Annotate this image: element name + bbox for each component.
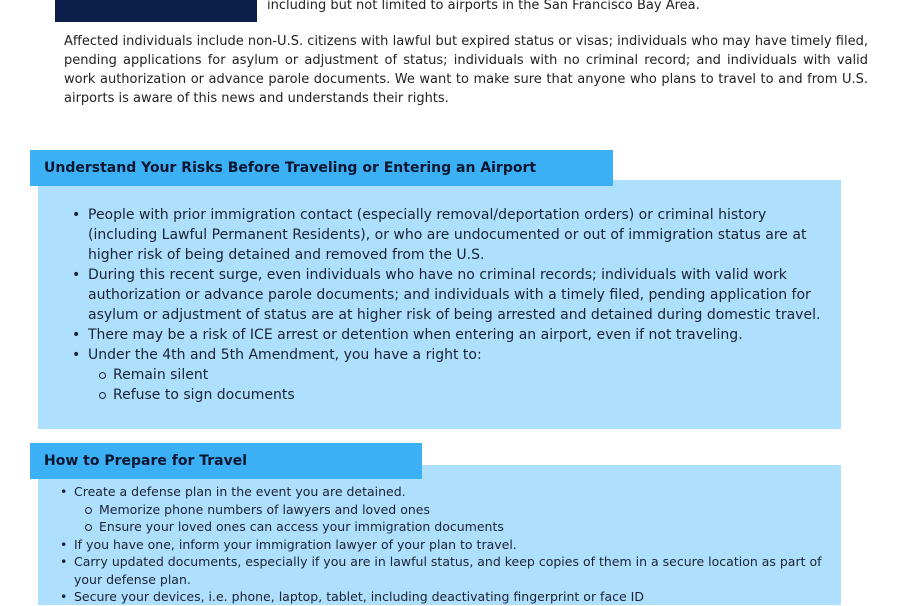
prepare-section-body: [38, 465, 841, 605]
risks-list: [66, 205, 833, 405]
intro-top-line: including but not limited to airports in the San Francisco Bay Area.: [267, 0, 700, 13]
list-item: [72, 345, 833, 405]
intro-paragraph: Affected individuals include non-U.S. citizens with lawful but expired status or visas; individuals who may have timely filed, pending applications for asylum or adjustment of status; individuals with no criminal record; and individuals with valid work authorization or advance parole documents. We want to make sure that anyone who plans to travel to and from U.S. airports is aware of this news and understands their rights.: [64, 34, 868, 106]
risks-section-body: [38, 180, 841, 429]
prepare-list: [60, 483, 833, 606]
sub-list-item: Refuse to sign documents: [98, 385, 833, 405]
list-item-text: Under the 4th and 5th Amendment, you have a right to:: [88, 347, 482, 363]
list-item: • People with prior immigration contact (especially removal/deportation orders) or criminal history (including Lawful Permanent Residents), or who are undocumented or out of immigration status are at higher risk of being detained and removed from the U.S.: [72, 205, 833, 265]
header-banner-block: [55, 0, 257, 22]
list-item: • Secure your devices, i.e. phone, laptop, tablet, including deactivating fingerprint or face ID: [60, 588, 833, 606]
list-item-text: Create a defense plan in the event you are detained.: [74, 484, 406, 499]
sub-list-item: Remain silent: [98, 365, 833, 385]
list-item: • If you have one, inform your immigration lawyer of your plan to travel.: [60, 536, 833, 554]
sub-list-item: Ensure your loved ones can access your immigration documents: [84, 518, 833, 536]
list-item: [60, 483, 833, 536]
risks-section-title: Understand Your Risks Before Traveling or Entering an Airport: [30, 150, 613, 186]
sub-list-item: Memorize phone numbers of lawyers and loved ones: [84, 501, 833, 519]
rights-sublist: [88, 365, 833, 405]
defense-plan-sublist: [74, 501, 833, 536]
list-item: • During this recent surge, even individuals who have no criminal records; individuals with valid work authorization or advance parole documents; and individuals with a timely filed, pending application for asylum or adjustment of status are at higher risk of being arrested and detained during domestic travel.: [72, 265, 833, 325]
list-item: • There may be a risk of ICE arrest or detention when entering an airport, even if not traveling.: [72, 325, 833, 345]
prepare-section-title: How to Prepare for Travel: [30, 443, 422, 479]
list-item: • Carry updated documents, especially if you are in lawful status, and keep copies of them in a secure location as part of your defense plan.: [60, 553, 833, 588]
